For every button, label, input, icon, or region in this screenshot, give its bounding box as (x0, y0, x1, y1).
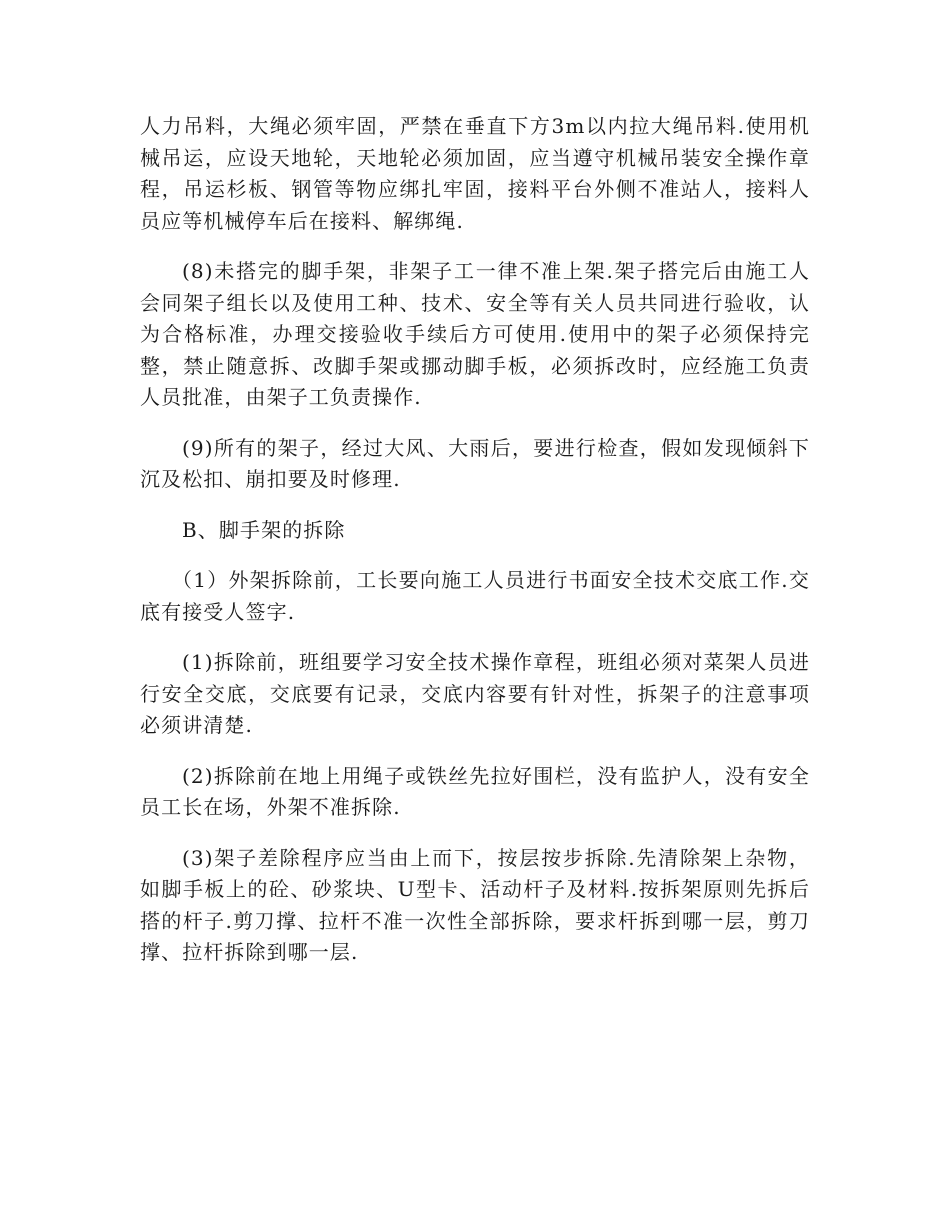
paragraph-lifting-materials: 人力吊料，大绳必须牢固，严禁在垂直下方3m以内拉大绳吊料.使用机械吊运，应设天地轮，天地轮必须加固，应当遵守机械吊装安全操作章程，吊运杉板、钢管等物应绑扎牢固，接料平台外侧不准站人，接料人员应等机械停车后在接料、解绑绳. (140, 114, 810, 233)
paragraph-item-9: (9)所有的架子，经过大风、大雨后，要进行检查，假如发现倾斜下沉及松扣、崩扣要及时修理. (140, 435, 810, 491)
paragraph-removal-item-2: (2)拆除前在地上用绳子或铁丝先拉好围栏，没有监护人，没有安全员工长在场，外架不准拆除. (140, 763, 810, 819)
paragraph-removal-item-1: (1)拆除前，班组要学习安全技术操作章程，班组必须对菜架人员进行安全交底，交底要有记录，交底内容要有针对性，拆架子的注意事项必须讲清楚. (140, 650, 810, 737)
section-heading-scaffold-removal: B、脚手架的拆除 (182, 517, 346, 542)
paragraph-item-8: (8)未搭完的脚手架，非架子工一律不准上架.架子搭完后由施工人会同架子组长以及使用工种、技术、安全等有关人员共同进行验收，认为合格标准，办理交接验收手续后方可使用.使用中的架子必须保持完整，禁止随意拆、改脚手架或挪动脚手板，必须拆改时，应经施工负责人员批准，由架子工负责操作. (140, 259, 810, 409)
paragraph-removal-item-3: (3)架子差除程序应当由上而下，按层按步拆除.先清除架上杂物，如脚手板上的砼、砂浆块、U型卡、活动杆子及材料.按拆架原则先拆后搭的杆子.剪刀撑、拉杆不准一次性全部拆除，要求杆拆到哪一层，剪刀撑、拉杆拆除到哪一层. (140, 845, 810, 964)
paragraph-removal-item-1-fullwidth: （1）外架拆除前，工长要向施工人员进行书面安全技术交底工作.交底有接受人签字. (140, 568, 810, 624)
